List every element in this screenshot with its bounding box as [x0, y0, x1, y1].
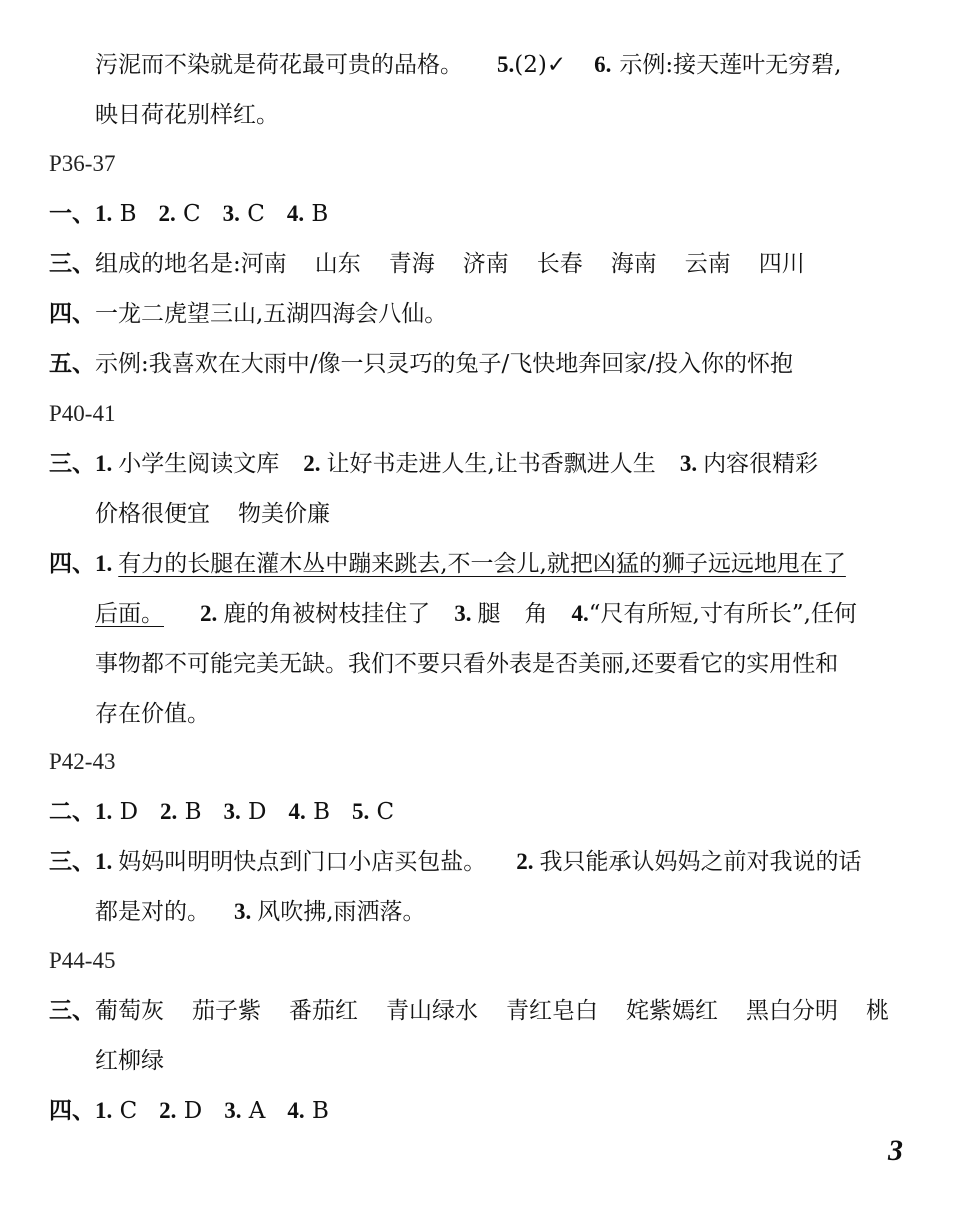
- answer-line: [95, 699, 210, 729]
- answer-choice: D: [248, 799, 267, 825]
- answer-text: 污泥而不染就是荷花最可贵的品格。: [95, 52, 463, 78]
- question-number: 3.: [454, 601, 472, 626]
- answer-choice: C: [183, 201, 201, 227]
- answer-word: 青山绿水: [386, 998, 478, 1024]
- place-name: 海南: [610, 251, 657, 277]
- answer-line: [49, 797, 394, 827]
- section-label: 四、: [49, 1098, 95, 1124]
- answer-word: 番茄红: [289, 998, 358, 1024]
- place-name: 云南: [684, 251, 731, 277]
- section-label: 五、: [49, 351, 95, 377]
- answer-choice: D: [119, 799, 139, 825]
- answer-line: [95, 100, 279, 130]
- answer-choice: D: [183, 1098, 203, 1124]
- answer-line: [95, 897, 426, 927]
- answer-choice: B: [311, 201, 329, 227]
- page-range-heading: P44-45: [49, 948, 116, 973]
- question-number: 2.: [158, 201, 176, 226]
- answer-text: 物美价廉: [238, 501, 330, 527]
- answer-line: [95, 649, 838, 679]
- question-number: 1.: [95, 799, 113, 824]
- answer-text: 角: [524, 601, 548, 627]
- answer-word: 红柳绿: [95, 1048, 164, 1074]
- answer-text: 映日荷花别样红。: [95, 102, 279, 128]
- question-number: 2.: [160, 799, 178, 824]
- question-number: 1.: [95, 1098, 113, 1123]
- answer-line: [49, 1096, 329, 1126]
- answer-line: [49, 349, 793, 379]
- place-name: 长春: [536, 251, 583, 277]
- answer-choice: C: [247, 201, 265, 227]
- answer-line: [49, 249, 805, 279]
- page-range-heading: P40-41: [49, 401, 116, 426]
- answer-word: 桃: [866, 998, 889, 1024]
- question-number: 3.: [234, 899, 252, 924]
- answer-word: 茄子紫: [192, 998, 261, 1024]
- answer-word: 黑白分明: [746, 998, 838, 1024]
- answer-line: [95, 1046, 164, 1076]
- answer-text: (2)✓: [514, 52, 567, 78]
- section-label: 三、: [49, 998, 95, 1024]
- answer-choice: B: [311, 1098, 329, 1124]
- question-number: 1.: [95, 451, 113, 476]
- answer-text: 一龙二虎望三山,五湖四海会八仙。: [95, 301, 448, 327]
- question-number: 3.: [222, 201, 240, 226]
- page-range-heading: P42-43: [49, 749, 116, 774]
- answer-line: [95, 499, 330, 529]
- answer-text: 事物都不可能完美无缺。我们不要只看外表是否美丽,还要看它的实用性和: [95, 651, 839, 677]
- answer-line: [95, 599, 857, 629]
- question-number: 4.: [288, 799, 306, 824]
- answer-choice: B: [119, 201, 137, 227]
- answer-line: [49, 199, 328, 229]
- answer-text: 示例:接天莲叶无穷碧,: [619, 52, 842, 78]
- question-number: 6.: [594, 52, 612, 77]
- page-range-heading: P36-37: [49, 151, 116, 176]
- answer-text: 鹿的角被树枝挂住了: [223, 601, 431, 627]
- answer-text: 风吹拂,雨洒落。: [257, 899, 426, 925]
- question-number: 3.: [223, 799, 241, 824]
- answer-choice: C: [376, 799, 395, 825]
- question-number: 2.: [159, 1098, 177, 1123]
- answer-line: [49, 996, 889, 1026]
- place-name: 济南: [462, 251, 509, 277]
- question-number: 3.: [679, 451, 698, 476]
- answer-text: 组成的地名是:: [95, 251, 241, 277]
- answer-line: [49, 549, 846, 579]
- section-label: 三、: [49, 251, 95, 277]
- question-number: 2.: [200, 601, 218, 626]
- answer-text: 让好书走进人生,让书香飘进人生: [326, 451, 656, 477]
- answer-text: 妈妈叫明明快点到门口小店买包盐。: [118, 849, 487, 875]
- section-label: 四、: [49, 301, 95, 327]
- answer-text: 存在价值。: [95, 701, 210, 727]
- question-number: 1.: [95, 201, 113, 226]
- answer-text: 都是对的。: [95, 899, 210, 925]
- question-number: 4.: [571, 601, 589, 626]
- answer-choice: B: [184, 799, 202, 825]
- section-label: 三、: [49, 849, 95, 875]
- answer-text: 我只能承认妈妈之前对我说的话: [539, 849, 862, 875]
- question-number: 4.: [286, 201, 305, 226]
- answer-text: 小学生阅读文库: [118, 451, 280, 477]
- answer-text: 内容很精彩: [703, 451, 819, 477]
- question-number: 5.: [351, 799, 370, 824]
- page-number: 3: [888, 1134, 903, 1167]
- section-label: 二、: [49, 799, 95, 825]
- question-number: 3.: [224, 1098, 242, 1123]
- place-name: 山东: [314, 251, 361, 277]
- underlined-answer: 有力的长腿在灌木丛中蹦来跳去,不一会儿,就把凶猛的狮子远远地甩在了: [118, 551, 846, 577]
- question-number: 1.: [95, 849, 113, 874]
- answer-choice: C: [119, 1098, 138, 1124]
- answer-line: [49, 847, 862, 877]
- answer-text: “尺有所短,寸有所长”,任何: [588, 601, 857, 627]
- answer-line: [49, 449, 818, 479]
- answer-text: 腿: [477, 601, 501, 627]
- question-number: 2.: [516, 849, 534, 874]
- section-label: 一、: [49, 201, 95, 227]
- place-name: 四川: [758, 251, 805, 277]
- question-number: 2.: [303, 451, 321, 476]
- answer-text: 价格很便宜: [95, 501, 210, 527]
- question-number: 5.: [497, 52, 515, 77]
- question-number: 1.: [95, 551, 113, 576]
- place-name: 河南: [240, 251, 287, 277]
- question-number: 4.: [287, 1098, 305, 1123]
- answer-text: 示例:我喜欢在大雨中/像一只灵巧的兔子/飞快地奔回家/投入你的怀抱: [95, 351, 793, 377]
- underlined-answer: 后面。: [95, 601, 164, 627]
- answer-line: [95, 50, 841, 80]
- answer-word: 姹紫嫣红: [626, 998, 718, 1024]
- answer-word: 青红皂白: [506, 998, 598, 1024]
- section-label: 三、: [49, 451, 95, 477]
- section-label: 四、: [49, 551, 95, 577]
- place-name: 青海: [388, 251, 435, 277]
- answer-line: [49, 299, 447, 329]
- answer-choice: A: [248, 1098, 266, 1124]
- answer-choice: B: [313, 799, 330, 825]
- answer-word: 葡萄灰: [95, 998, 164, 1024]
